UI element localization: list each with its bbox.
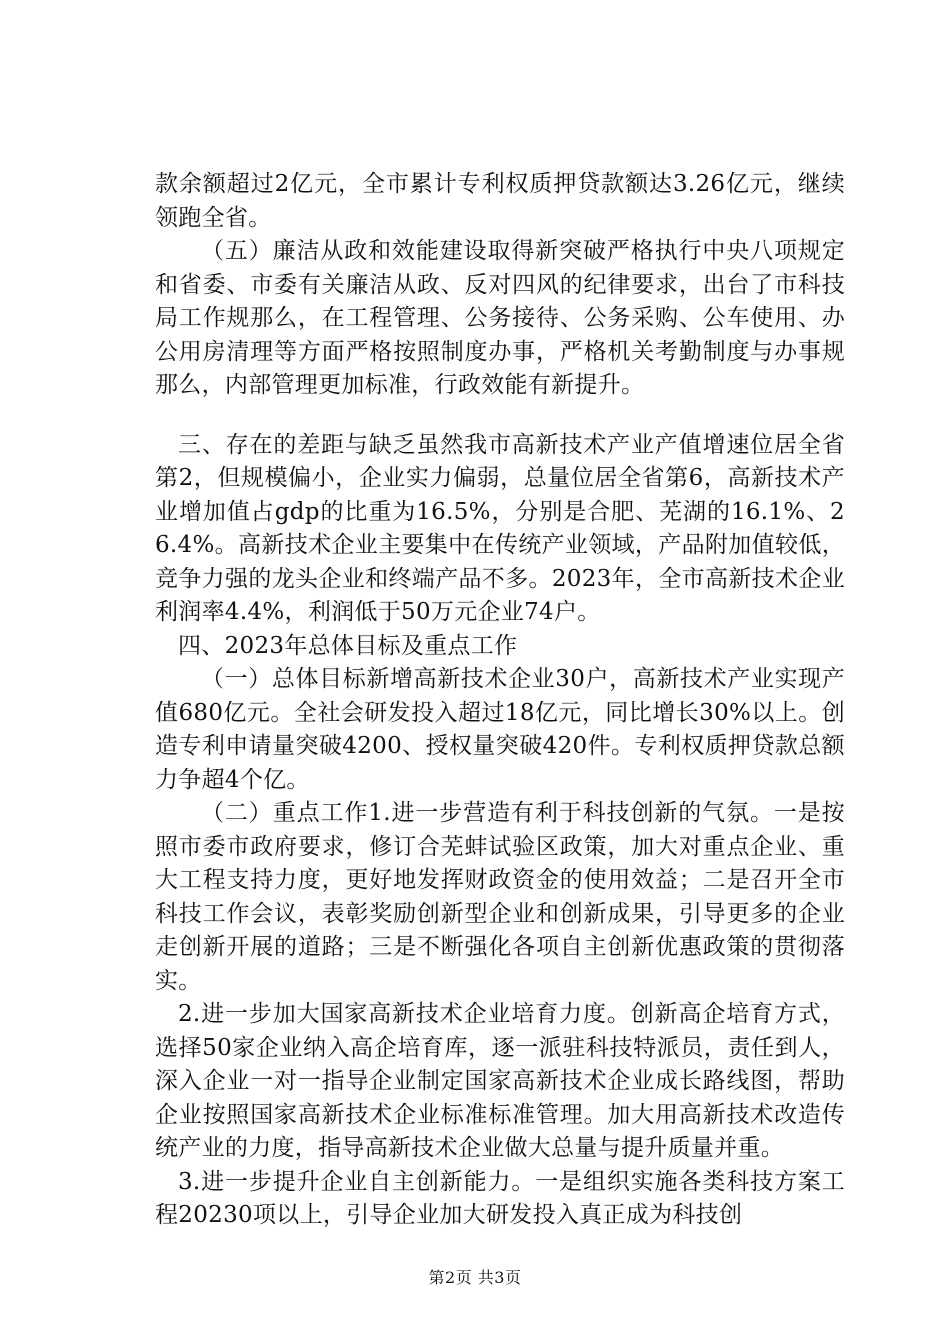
page-number-footer: 第2页 共3页 — [428, 1268, 522, 1287]
paragraph-key-work-2: 2.进一步加大国家高新技术企业培育力度。创新高企培育方式，选择50家企业纳入高企培育库，逐一派驻科技特派员，责任到人，深入企业一对一指导企业制定国家高新技术企业成长路线图，帮助企业按照国家高新技术企业标准标准管理。加大用高新技术改造传统产业的力度，指导高新技术企业做大总量与提升质量并重。 — [155, 1001, 845, 1161]
paragraph-loan-balance: 款余额超过2亿元，全市累计专利权质押贷款额达3.26亿元，继续领跑全省。 — [155, 171, 845, 231]
paragraph-key-work-3: 3.进一步提升企业自主创新能力。一是组织实施各类科技方案工程20230项以上，引导企业加大研发投入真正成为科技创 — [155, 1168, 845, 1228]
section-heading-goals: 四、2023年总体目标及重点工作 — [178, 632, 518, 659]
document-body — [155, 168, 845, 1233]
paragraph-clean-governance: （五）廉洁从政和效能建设取得新突破严格执行中央八项规定和省委、市委有关廉洁从政、反对四风的纪律要求，出台了市科技局工作规那么，在工程管理、公务接待、公务采购、公车使用、办公用房清理等方面严格按照制度办事，严格机关考勤制度与办事规那么，内部管理更加标准，行政效能有新提升。 — [155, 238, 845, 398]
paragraph-gaps-and-shortcomings: 三、存在的差距与缺乏虽然我市高新技术产业产值增速位居全省第2，但规模偏小，企业实力偏弱，总量位居全省第6，高新技术产业增加值占gdp的比重为16.5%，分别是合肥、芜湖的16.1%、26.4%。高新技术企业主要集中在传统产业领域，产品附加值较低，竞争力强的龙头企业和终端产品不多。2023年，全市高新技术企业利润率4.4%，利润低于50万元企业74户。 — [155, 431, 845, 625]
paragraph-key-work-1: （二）重点工作1.进一步营造有利于科技创新的气氛。一是按照市委市政府要求，修订合芜蚌试验区政策，加大对重点企业、重大工程支持力度，更好地发挥财政资金的使用效益；二是召开全市科技工作会议，表彰奖励创新型企业和创新成果，引导更多的企业走创新开展的道路；三是不断强化各项自主创新优惠政策的贯彻落实。 — [155, 800, 845, 994]
paragraph-overall-goals: （一）总体目标新增高新技术企业30户，高新技术产业实现产值680亿元。全社会研发投入超过18亿元，同比增长30%以上。创造专利申请量突破4200、授权量突破420件。专利权质押贷款总额力争超4个亿。 — [155, 666, 845, 793]
